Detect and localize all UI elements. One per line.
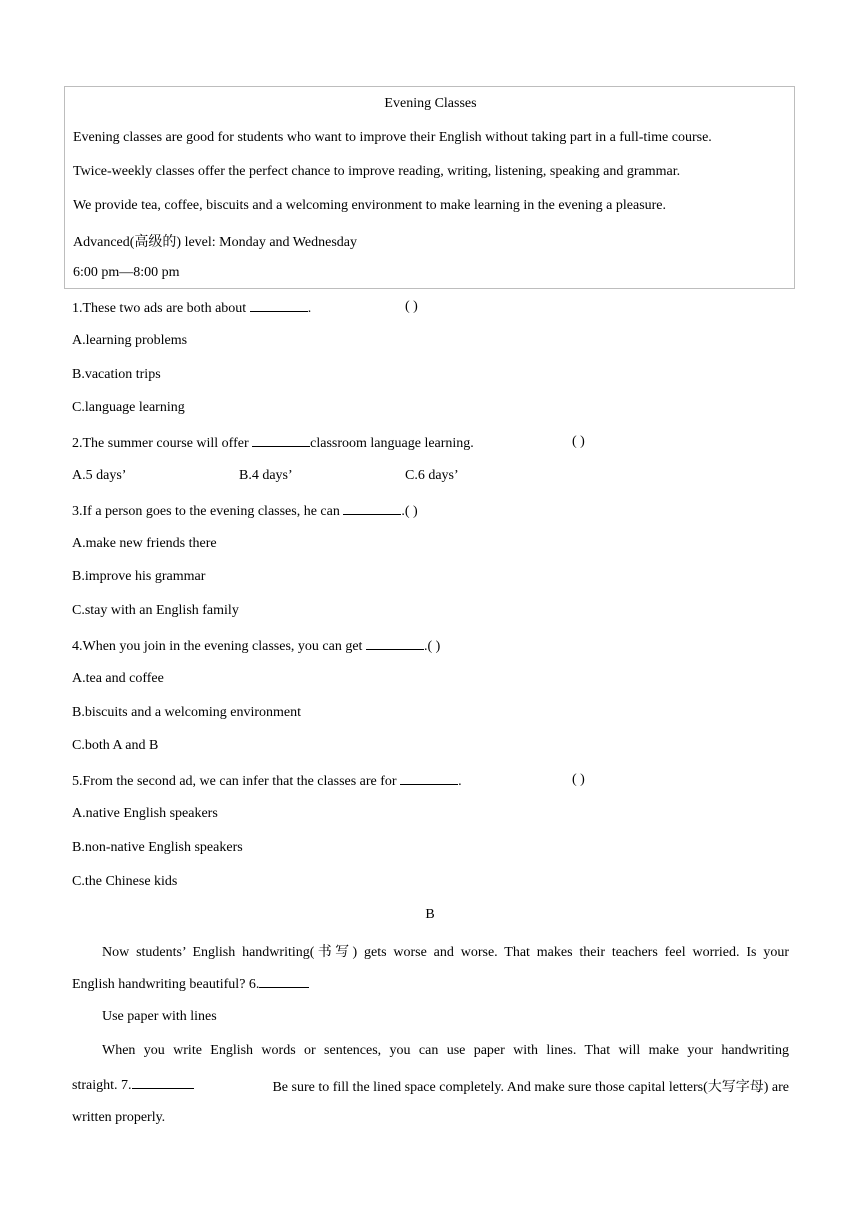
answer-paren-5[interactable]: ( ) [572,772,585,787]
paragraph-1-line-2 [72,975,789,993]
question-4-stem: 4.When you join in the evening classes, you can get [72,639,363,654]
question-3-end: .( ) [401,504,418,519]
q4-option-a[interactable]: A.tea and coffee [72,671,164,686]
answer-paren-1[interactable]: ( ) [405,299,418,314]
q3-option-a[interactable]: A.make new friends there [72,536,217,551]
ad-box [64,86,795,289]
q5-option-b[interactable]: B.non-native English speakers [72,840,243,855]
answer-blank-5[interactable] [400,772,458,785]
answer-blank-7[interactable] [132,1076,194,1089]
q3-option-c[interactable]: C.stay with an English family [72,603,239,618]
section-b-title: B [425,907,435,922]
question-4-end: .( ) [423,639,441,654]
q4-option-c[interactable]: C.both A and B [72,738,159,753]
answer-blank-6[interactable] [259,975,309,988]
question-5-end: . [458,774,462,789]
question-5 [72,772,462,790]
subheading-paper-lines: Use paper with lines [102,1009,217,1024]
paragraph-2-line-2-start [72,1076,194,1096]
ad-title: Evening Classes [384,96,477,111]
question-2-end: classroom language learning. [310,436,474,451]
q1-option-a[interactable]: A.learning problems [72,333,188,348]
paragraph-2-line-2-b: Be sure to fill the lined space completely. And make sure those capital letters(大写字母) are [272,1080,789,1095]
question-2 [72,434,474,452]
answer-paren-2[interactable]: ( ) [572,434,585,449]
question-4 [72,637,440,655]
q1-option-c[interactable]: C.language learning [72,400,185,415]
q2-option-b[interactable]: B.4 days’ [239,468,293,483]
q5-option-c[interactable]: C.the Chinese kids [72,874,178,889]
q3-option-b[interactable]: B.improve his grammar [72,569,206,584]
paragraph-2-line-2 [72,1076,789,1096]
paragraph-2-line-3: written properly. [72,1110,166,1125]
question-1 [72,299,311,317]
ad-line-2: Twice-weekly classes offer the perfect chance to improve reading, writing, listening, speaking and grammar. [73,164,681,179]
answer-blank-1[interactable] [250,299,308,312]
question-5-stem: 5.From the second ad, we can infer that the classes are for [72,774,397,789]
q5-option-a[interactable]: A.native English speakers [72,806,218,821]
q4-option-b[interactable]: B.biscuits and a welcoming environment [72,705,302,720]
answer-blank-2[interactable] [252,434,310,447]
ad-line-4: Advanced(高级的) level: Monday and Wednesday [73,235,357,250]
paragraph-2-line-2-a: straight. 7. [72,1078,132,1093]
answer-blank-4[interactable] [366,637,424,650]
paragraph-1-line-1: Now students’ English handwriting(书写) gets worse and worse. That makes their teachers feel worried. Is your [102,945,789,960]
paragraph-2-line-1: When you write English words or sentences, you can use paper with lines. That will make your handwriting [102,1043,789,1058]
q1-option-b[interactable]: B.vacation trips [72,367,161,382]
answer-blank-3[interactable] [343,502,401,515]
question-3-stem: 3.If a person goes to the evening classes, he can [72,504,340,519]
ad-line-5: 6:00 pm—8:00 pm [73,265,180,280]
ad-line-1: Evening classes are good for students who want to improve their English without taking part in a full-time course. [73,130,712,145]
ad-line-3: We provide tea, coffee, biscuits and a welcoming environment to make learning in the evening a pleasure. [73,198,667,213]
question-3 [72,502,418,520]
paragraph-1-line-2-text: English handwriting beautiful? 6. [72,977,260,992]
question-1-end: . [307,301,312,316]
question-2-stem: 2.The summer course will offer [72,436,249,451]
q2-option-a[interactable]: A.5 days’ [72,468,127,483]
q2-option-c[interactable]: C.6 days’ [405,468,459,483]
question-1-stem: 1.These two ads are both about [72,301,247,316]
